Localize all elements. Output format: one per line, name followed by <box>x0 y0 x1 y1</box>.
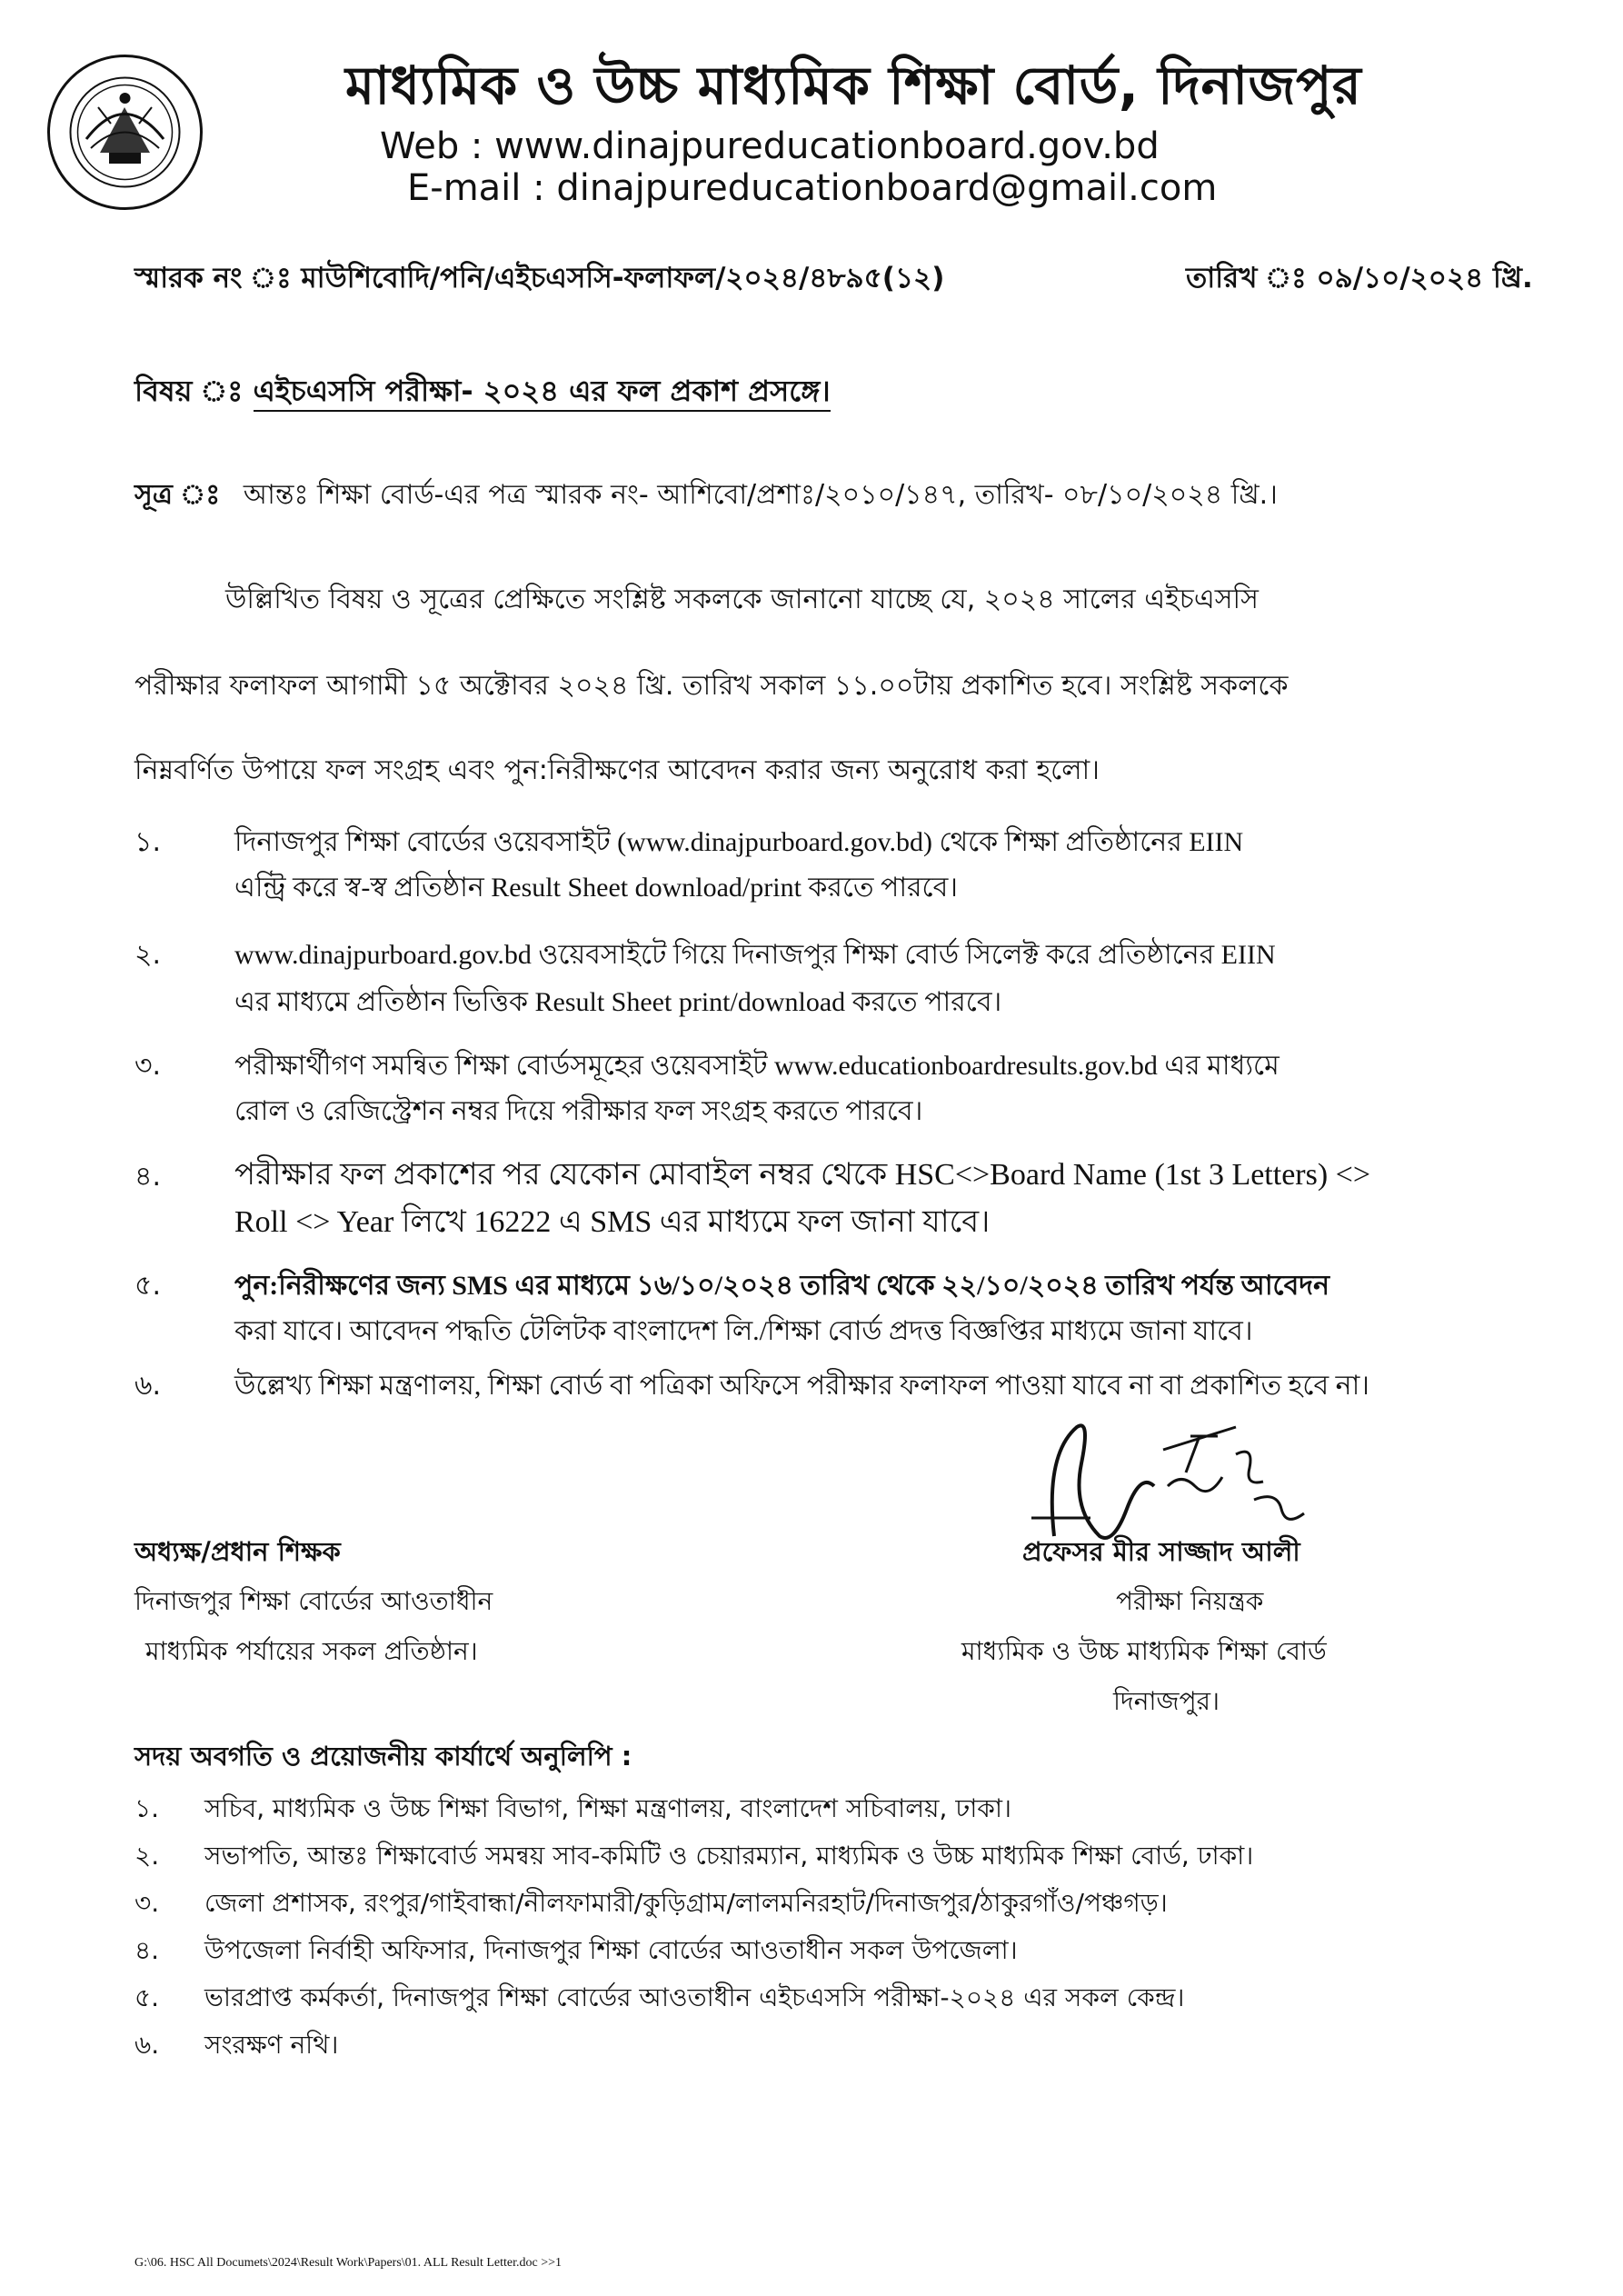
item-4-line-1: পরীক্ষার ফল প্রকাশের পর যেকোন মোবাইল নম্বর থেকে HSC<>Board Name (1st 3 Letters) <> <box>234 1158 1371 1192</box>
item-number: ৫. <box>134 1270 162 1302</box>
subject-text: এইচএসসি পরীক্ষা- ২০২৪ এর ফল প্রকাশ প্রসঙ্গে। <box>254 374 831 412</box>
website-line: Web : www.dinajpureducationboard.gov.bd <box>380 125 1160 167</box>
intro-line-2: পরীক্ষার ফলাফল আগামী ১৫ অক্টোবর ২০২৪ খ্রি. তারিখ সকাল ১১.০০টায় প্রকাশিত হবে। সংশ্লিষ্ট সকলকে <box>134 670 1289 702</box>
copy-item: সংরক্ষণ নথি। <box>204 2030 339 2060</box>
item-3-line-2: রোল ও রেজিস্ট্রেশন নম্বর দিয়ে পরীক্ষার ফল সংগ্রহ করতে পারবে। <box>234 1096 923 1126</box>
subject-line <box>134 368 831 417</box>
copy-number: ৫. <box>134 1982 160 2012</box>
intro-line-3: নিম্নবর্ণিত উপায়ে ফল সংগ্রহ এবং পুন:নিরীক্ষণের আবেদন করার জন্য অনুরোধ করা হলো। <box>134 754 1100 786</box>
board-title: মাধ্যমিক ও উচ্চ মাধ্যমিক শিক্ষা বোর্ড, দিনাজপুর <box>345 55 1362 116</box>
subject-label: বিষয় ঃ <box>134 374 244 408</box>
item-5-line-2: করা যাবে। আবেদন পদ্ধতি টেলিটক বাংলাদেশ লি./শিক্ষা বোর্ড প্রদত্ত বিজ্ঞপ্তির মাধ্যমে জানা যাবে। <box>234 1316 1253 1346</box>
copy-item: সচিব, মাধ্যমিক ও উচ্চ শিক্ষা বিভাগ, শিক্ষা মন্ত্রণালয়, বাংলাদেশ সচিবালয়, ঢাকা। <box>204 1793 1012 1823</box>
copy-number: ১. <box>134 1793 160 1823</box>
copy-item: উপজেলা নির্বাহী অফিসার, দিনাজপুর শিক্ষা বোর্ডের আওতাধীন সকল উপজেলা। <box>204 1935 1018 1965</box>
item-1-line-1: দিনাজপুর শিক্ষা বোর্ডের ওয়েবসাইট (www.dinajpurboard.gov.bd) থেকে শিক্ষা প্রতিষ্ঠানের EIIN <box>234 827 1244 857</box>
signatory-name: প্রফেসর মীর সাজ্জাদ আলী <box>1022 1536 1300 1567</box>
item-number: ২. <box>134 939 162 971</box>
copy-number: ৪. <box>134 1935 160 1965</box>
item-2-line-1: www.dinajpurboard.gov.bd ওয়েবসাইটে গিয়ে দিনাজপুর শিক্ষা বোর্ড সিলেক্ট করে প্রতিষ্ঠানের EIIN <box>234 940 1276 970</box>
email-line: E-mail : dinajpureducationboard@gmail.com <box>407 167 1218 209</box>
copy-list-title: সদয় অবগতি ও প্রয়োজনীয় কার্যার্থে অনুলিপি : <box>134 1741 632 1772</box>
item-number: ৬. <box>134 1370 162 1402</box>
item-number: ১. <box>134 826 162 858</box>
reference-label: সূত্র ঃ <box>134 479 221 511</box>
file-path-footer: G:\06. HSC All Documets\2024\Result Work\Papers\01. ALL Result Letter.doc >>1 <box>134 2256 563 2270</box>
item-1-line-2: এন্ট্রি করে স্ব-স্ব প্রতিষ্ঠান Result Sheet download/print করতে পারবে। <box>234 873 959 903</box>
reference-line <box>134 473 1278 519</box>
signatory-city: দিনাজপুর। <box>1113 1686 1220 1716</box>
board-seal-logo <box>45 53 204 212</box>
memo-date: তারিখ ঃ ০৯/১০/২০২৪ খ্রি. <box>1186 262 1533 294</box>
reference-text: আন্তঃ শিক্ষা বোর্ড-এর পত্র স্মারক নং- আশিবো/প্রশাঃ/২০১০/১৪৭, তারিখ- ০৮/১০/২০২৪ খ্রি.। <box>243 479 1278 511</box>
memo-number: স্মারক নং ঃ মাউশিবোদি/পনি/এইচএসসি-ফলাফল/২০২৪/৪৮৯৫(১২) <box>134 262 945 294</box>
item-3-line-1: পরীক্ষার্থীগণ সমন্বিত শিক্ষা বোর্ডসমূহের ওয়েবসাইট www.educationboardresults.gov.bd এর মাধ্যমে <box>234 1051 1279 1081</box>
item-6-line-1: উল্লেখ্য শিক্ষা মন্ত্রণালয়, শিক্ষা বোর্ড বা পত্রিকা অফিসে পরীক্ষার ফলাফল পাওয়া যাবে না বা প্রকাশিত হবে না। <box>234 1371 1370 1401</box>
copy-item: সভাপতি, আন্তঃ শিক্ষাবোর্ড সমন্বয় সাব-কমিটি ও চেয়ারম্যান, মাধ্যমিক ও উচ্চ মাধ্যমিক শিক্ষা বোর্ড, ঢাকা। <box>204 1841 1254 1871</box>
copy-item: জেলা প্রশাসক, রংপুর/গাইবান্ধা/নীলফামারী/কুড়িগ্রাম/লালমনিরহাট/দিনাজপুর/ঠাকুরগাঁও/পঞ্চগড়। <box>204 1888 1168 1918</box>
item-4-line-2: Roll <> Year লিখে 16222 এ SMS এর মাধ্যমে ফল জানা যাবে। <box>234 1205 991 1239</box>
signatory-board: মাধ্যমিক ও উচ্চ মাধ্যমিক শিক্ষা বোর্ড <box>961 1636 1327 1666</box>
copy-number: ২. <box>134 1841 160 1871</box>
item-number: ৪. <box>134 1161 162 1193</box>
copy-number: ৬. <box>134 2030 160 2060</box>
recipient-line-1: দিনাজপুর শিক্ষা বোর্ডের আওতাধীন <box>134 1586 493 1616</box>
recipient-title: অধ্যক্ষ/প্রধান শিক্ষক <box>134 1536 341 1567</box>
item-5-line-1: পুন:নিরীক্ষণের জন্য SMS এর মাধ্যমে ১৬/১০/২০২৪ তারিখ থেকে ২২/১০/২০২৪ তারিখ পর্যন্ত আবেদন <box>234 1271 1329 1301</box>
copy-number: ৩. <box>134 1888 160 1918</box>
signatory-designation: পরীক্ষা নিয়ন্ত্রক <box>1116 1586 1264 1616</box>
intro-line-1: উল্লিখিত বিষয় ও সূত্রের প্রেক্ষিতে সংশ্লিষ্ট সকলকে জানানো যাচ্ছে যে, ২০২৪ সালের এইচএসসি <box>225 584 1259 615</box>
recipient-line-2: মাধ্যমিক পর্যায়ের সকল প্রতিষ্ঠান। <box>145 1636 478 1666</box>
copy-item: ভারপ্রাপ্ত কর্মকর্তা, দিনাজপুর শিক্ষা বোর্ডের আওতাধীন এইচএসসি পরীক্ষা-২০২৪ এর সকল কেন্দ্র। <box>204 1982 1185 2012</box>
item-2-line-2: এর মাধ্যমে প্রতিষ্ঠান ভিত্তিক Result Sheet print/download করতে পারবে। <box>234 987 1002 1017</box>
item-number: ৩. <box>134 1050 162 1082</box>
